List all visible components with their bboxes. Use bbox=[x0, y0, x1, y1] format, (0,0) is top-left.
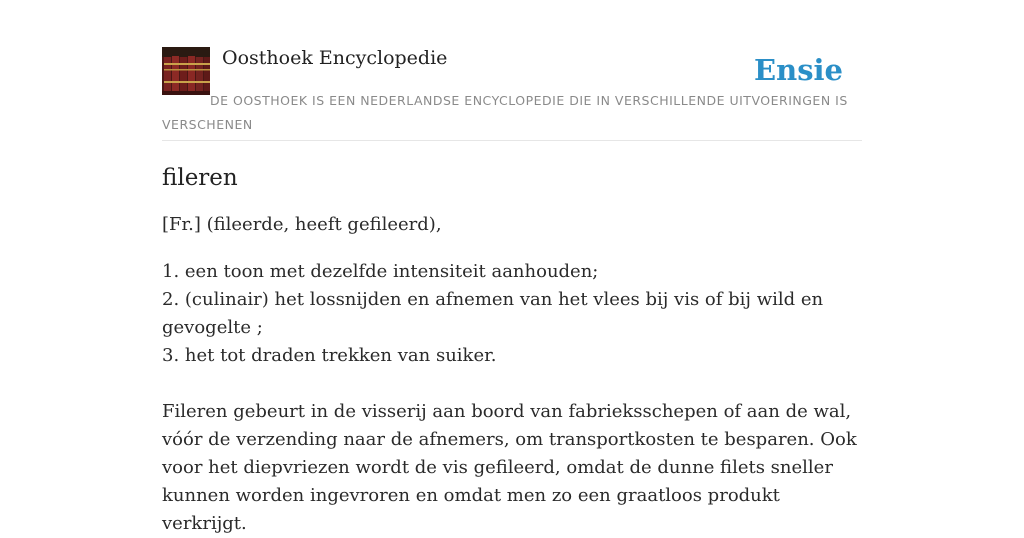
site-subtitle: DE OOSTHOEK IS EEN NEDERLANDSE ENCYCLOPEDIE DIE IN VERSCHILLENDE UITVOERINGEN IS VERSCHENEN bbox=[162, 93, 848, 132]
site-title[interactable]: Oosthoek Encyclopedie bbox=[222, 47, 448, 69]
entry-definitions bbox=[162, 258, 867, 370]
definition-item: 3. het tot draden trekken van suiker. bbox=[162, 345, 497, 366]
site-header bbox=[162, 40, 862, 141]
entry-content bbox=[162, 160, 867, 538]
definition-item: 1. een toon met dezelfde intensiteit aanhouden; bbox=[162, 261, 599, 282]
entry-body: Fileren gebeurt in de visserij aan boord van fabrieksschepen of aan de wal, vóór de verzending naar de afnemers, om transportkosten te besparen. Ook voor het diepvriezen wordt de vis gefileerd, omdat de dunne filets sneller kunnen worden ingevroren en omdat men zo een graatloos produkt verkrijgt. bbox=[162, 401, 857, 534]
encyclopedia-books-icon[interactable] bbox=[162, 47, 210, 95]
definition-item: 2. (culinair) het lossnijden en afnemen van het vlees bij vis of bij wild en gevogelte ; bbox=[162, 289, 824, 338]
entry-etymology: [Fr.] (fileerde, heeft gefileerd), bbox=[162, 214, 442, 235]
brand-logo-text[interactable]: Ensie bbox=[754, 53, 843, 87]
entry-title: fileren bbox=[162, 165, 238, 191]
